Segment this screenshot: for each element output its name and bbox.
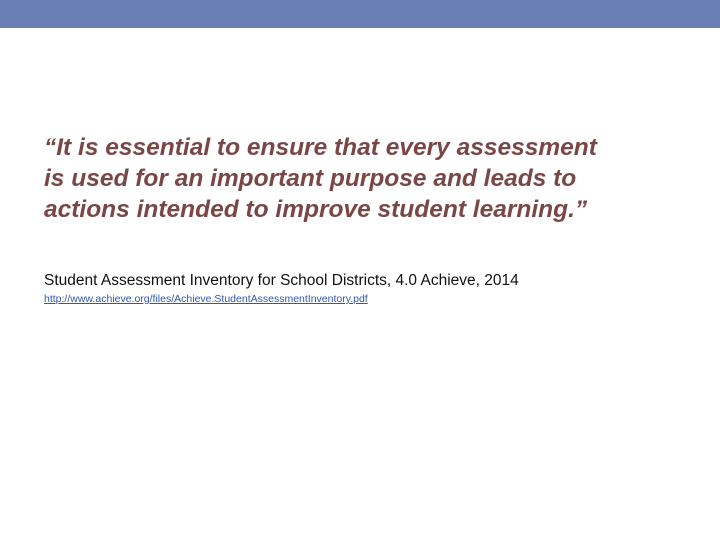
- citation-text: Student Assessment Inventory for School Districts, 4.0 Achieve, 2014: [44, 272, 519, 289]
- source-link[interactable]: http://www.achieve.org/files/Achieve.StudentAssessmentInventory.pdf: [44, 293, 368, 305]
- quote-line-3: actions intended to improve student learning.”: [44, 196, 588, 223]
- quote-line-1: “It is essential to ensure that every assessment: [44, 134, 597, 161]
- quote-text: [44, 132, 704, 225]
- quote-line-2: is used for an important purpose and leads to: [44, 165, 577, 192]
- top-accent-bar: [0, 0, 720, 28]
